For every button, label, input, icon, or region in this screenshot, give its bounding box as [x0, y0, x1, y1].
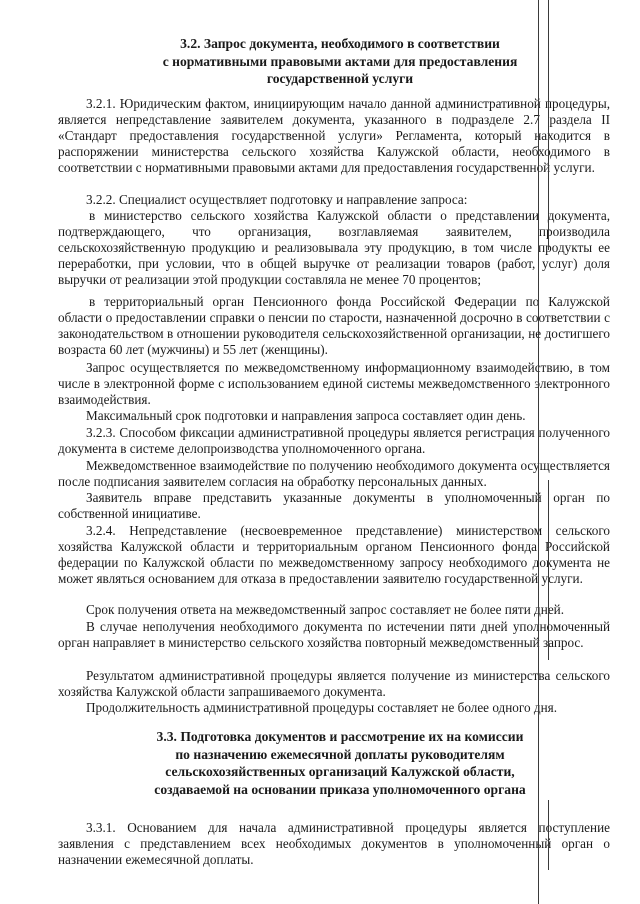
scan-line	[548, 800, 549, 870]
heading-line: 3.2. Запрос документа, необходимого в соответствии	[180, 36, 500, 51]
heading-line: создаваемой на основании приказа уполномоченного органа	[154, 781, 526, 797]
paragraph: 3.2.2. Специалист осуществляет подготовку и направление запроса:	[86, 192, 468, 207]
paragraph: Результатом административной процедуры является получение из министерства сельского хозяйства Калужской области запрашиваемого документа.	[58, 668, 610, 700]
paragraph: 3.3.1. Основанием для начала административной процедуры является поступление заявления с представлением всех необходимых документов в уполномоченный орган о назначении ежемесячной доплаты.	[58, 820, 610, 868]
section-heading	[60, 728, 620, 798]
paragraph: Срок получения ответа на межведомственный запрос составляет не более пяти дней.	[86, 602, 565, 617]
paragraph: 3.2.3. Способом фиксации административной процедуры является регистрация полученного документа в системе делопроизводства уполномоченного органа.	[58, 425, 610, 457]
paragraph: Заявитель вправе представить указанные документы в уполномоченный орган по собственной инициативе.	[58, 490, 610, 522]
paragraph: Максимальный срок подготовки и направления запроса составляет один день.	[86, 408, 526, 423]
paragraph: 3.2.4. Непредставление (несвоевременное представление) министерством сельского хозяйства Калужской области и территориальным органом Пенсионного фонда Российской федерации по Калужской области по межведомственному запросу необходимого документа не может являться основанием для отказа в предоставлении заявителю государственной услуги.	[58, 523, 610, 587]
scan-line	[548, 480, 549, 660]
heading-line: с нормативными правовыми актами для предоставления	[162, 53, 518, 69]
heading-line: сельскохозяйственных организаций Калужской области,	[165, 764, 515, 780]
paragraph: Продолжительность административной процедуры составляет не более одного дня.	[86, 700, 557, 715]
paragraph: Запрос осуществляется по межведомственному информационному взаимодействию, в том числе в электронной форме с использованием единой системы межведомственного электронного взаимодействия.	[58, 360, 610, 408]
paragraph: в территориальный орган Пенсионного фонда Российской Федерации по Калужской области о предоставлении справки о пенсии по старости, назначенной досрочно в соответствии с законодательством в отношении руководителя сельскохозяйственной организации, не достигшего возраста 60 лет (мужчины) и 55 лет (женщины).	[58, 294, 610, 358]
heading-line: по назначению ежемесячной доплаты руководителям	[175, 746, 505, 762]
scan-line	[548, 0, 549, 250]
paragraph: 3.2.1. Юридическим фактом, инициирующим начало данной административной процедуры, является непредставление заявителем документа, указанного в подразделе 2.7 раздела II «Стандарт предоставления государственной услуги» Регламента, который находится в распоряжении министерства сельского хозяйства Калужской области, необходимого в соответствии с нормативными правовыми актами для предоставления государственной услуги.	[58, 96, 610, 176]
paragraph: в министерство сельского хозяйства Калужской области о представлении документа, подтверждающего, что организация, возглавляемая заявителем, производила сельскохозяйственную продукцию и реализовывала эту продукцию, в том числе продукты ее переработки, при условии, что в общей выручке от реализации товаров (работ, услуг) доля выручки от реализации этой продукции составляла не менее 70 процентов;	[58, 208, 610, 288]
heading-line: 3.3. Подготовка документов и рассмотрение их на комиссии	[156, 729, 524, 744]
paragraph: В случае неполучения необходимого документа по истечении пяти дней уполномоченный орган направляет в министерство сельского хозяйства повторный межведомственный запрос.	[58, 619, 610, 651]
section-heading	[60, 35, 620, 88]
paragraph: Межведомственное взаимодействие по получению необходимого документа осуществляется после подписания заявителем согласия на обработку персональных данных.	[58, 458, 610, 490]
scan-line	[538, 0, 539, 904]
heading-line: государственной услуги	[266, 71, 414, 87]
